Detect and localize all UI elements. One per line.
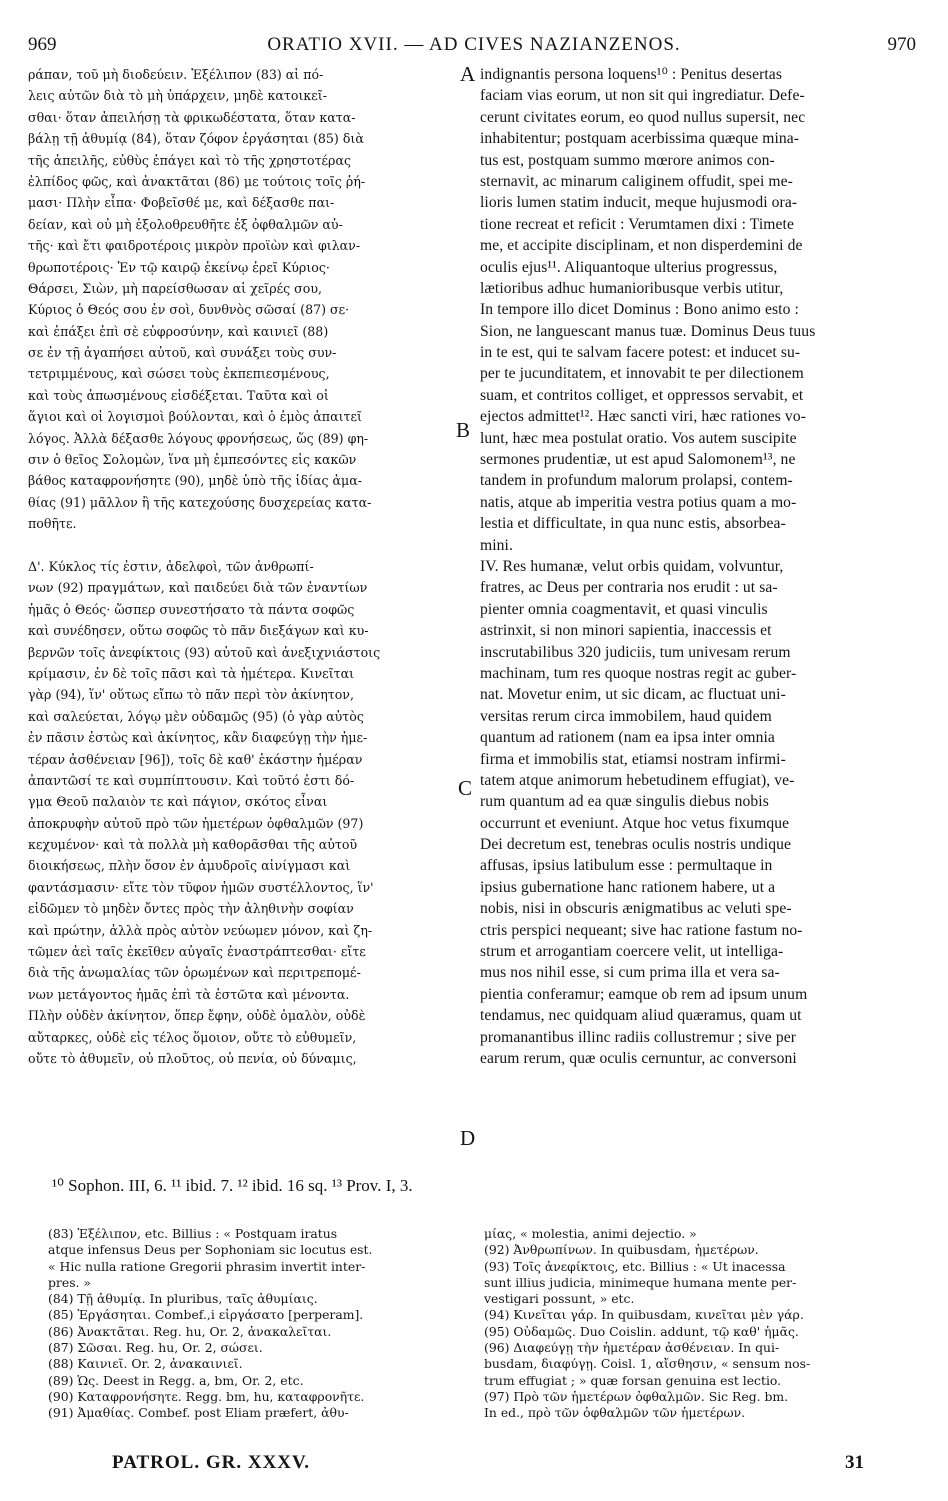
greek-text-line: λόγος. Ἀλλὰ δέξασθε λόγους φρονήσεως, ὥς (89) φη-	[28, 430, 369, 446]
latin-text-line: per te jucunditatem, et innovabit te per dilectionem	[480, 365, 804, 383]
critical-note-line: (94) Κινεῖται γάρ. In quibusdam, κινεῖται μὲν γάρ.	[484, 1307, 804, 1323]
latin-text-line: astrinxit, si non minori sapientia, inaccessis et	[480, 622, 772, 640]
section-marker-c: C	[458, 776, 473, 800]
latin-text-line: nat. Movetur enim, ut sic dicam, ac fluctuat uni-	[480, 686, 786, 704]
latin-text-line: mus nos nihil esse, si cum prima illa et vera sa-	[480, 964, 780, 982]
critical-note-line: vestigari possunt, » etc.	[484, 1291, 635, 1307]
greek-text-line: καὶ συνέδησεν, οὕτω σοφῶς τὸ πᾶν διεξάγων καὶ κυ-	[28, 623, 369, 639]
volume-signature: PATROL. GR. XXXV.	[112, 1452, 311, 1473]
greek-text-line: βάλῃ τῇ ἀθυμίᾳ (84), ὅταν ζόφον ἐργάσηται (85) διὰ	[28, 131, 364, 147]
running-title: ORATIO XVII. — AD CIVES NAZIANZENOS.	[267, 34, 681, 55]
critical-note-line: (84) Τῇ ἀθυμίᾳ. In pluribus, ταῖς ἀθυμίαις.	[48, 1291, 318, 1307]
latin-text-line: mini.	[480, 536, 513, 554]
latin-text-line: nobis, nisi in obscuris ænigmatibus ac veluti spe-	[480, 900, 792, 918]
latin-text-line: lunt, hæc mea postulat oratio. Vos autem suscipite	[480, 429, 797, 447]
latin-text-line: rum quantum ad ea quæ singulis diebus nobis	[480, 793, 769, 811]
critical-note-line: pres. »	[48, 1274, 92, 1290]
greek-text-line: μασι· Πλὴν εἶπα· Φοβεῖσθέ με, καὶ δέξασθε παι-	[28, 195, 335, 211]
latin-text-line: IV. Res humanæ, velut orbis quidam, volvuntur,	[480, 557, 784, 575]
latin-text-line: earum rerum, quæ oculis cernuntur, ac conversoni	[480, 1049, 797, 1067]
latin-text-line: tatem atque animorum hebetudinem effugiat), ve-	[480, 771, 795, 789]
latin-text-line: natis, atque ab imperitia vestra potius quam a mo-	[480, 493, 797, 511]
latin-text-line: firma et immobilis stat, etiamsi nostram infirmi-	[480, 750, 786, 768]
critical-note-line: (95) Οὐδαμῶς. Duo Coislin. addunt, τῷ καθ' ἡμᾶς.	[484, 1323, 799, 1339]
latin-text-line: fratres, ac Deus per contraria nos erudit : ut sa-	[480, 579, 778, 597]
latin-text-line: versitas rerum circa immobilem, haud quidem	[480, 707, 772, 725]
latin-text-line: promanantibus illinc radiis collustremur ; sive per	[480, 1028, 797, 1046]
greek-text-line: γὰρ (94), ἵν' οὕτως εἴπω τὸ πᾶν περὶ τὸν ἀκίνητον,	[28, 687, 354, 703]
latin-text-line: tendamus, nec quidquam aliud quæramus, quam ut	[480, 1007, 802, 1025]
greek-text-line: φαντάσμασιν· εἴτε τὸν τῦφον ἡμῶν συστέλλοντος, ἵν'	[28, 879, 374, 895]
critical-note-line: (90) Καταφρονήσητε. Regg. bm, hu, καταφρονῆτε.	[48, 1388, 365, 1404]
latin-text-line: oculis ejus¹¹. Aliquantoque ulterius progressus,	[480, 258, 778, 276]
greek-text-line: νων (92) πραγμάτων, καὶ παιδεύει διὰ τῶν ἐναντίων	[28, 580, 368, 596]
latin-text-line: quantum ad rationem (nam ea ipsa inter omnia	[480, 729, 775, 747]
page-number-right: 970	[887, 34, 916, 55]
latin-text-line: tandem in profundum malorum prolapsi, contem-	[480, 472, 793, 490]
latin-text-line: cerunt civitates eorum, eo quod nullus supersit, nec	[480, 108, 806, 126]
greek-text-column	[28, 64, 471, 1069]
greek-text-line: ράπαν, τοῦ μὴ διοδεύειν. Ἐξέλιπον (83) αἱ πό-	[28, 67, 324, 82]
latin-text-line: affusas, ipsius latibulum esse : permultaque in	[480, 857, 773, 875]
latin-text-line: Sion, ne languescant manus tuæ. Dominus Deus tuus	[480, 322, 816, 340]
greek-text-line: ἐν πᾶσιν ἑστὼς καὶ ἀκίνητος, κἂν διαφεύγῃ τὴν ἡμε-	[28, 730, 368, 746]
greek-text-line	[28, 535, 468, 556]
latin-text-line: ctris perspici nequeant; sive hac ratione fastum no-	[480, 921, 803, 939]
greek-text-line: καὶ τοὺς ἀπωσμένους εἰσδέξεται. Ταῦτα καὶ οἱ	[28, 387, 329, 403]
critical-note-line: trum effugiat ; » quæ forsan genuina est lectio.	[484, 1372, 782, 1388]
latin-text-line: lioris lumen statim inducit, meque hujusmodi ora-	[480, 194, 798, 212]
greek-text-line: τῶμεν ἀεὶ ταῖς ἐκεῖθεν αὐγαῖς ἐναστράπτεσθαι· εἴτε	[28, 944, 366, 960]
greek-text-line: εἰδῶμεν τὸ μηδὲν ὄντες πρὸς τὴν ἀληθινὴν σοφίαν	[28, 901, 354, 917]
greek-text-line: τέραν ἀσθένειαν [96]), τοῖς δὲ καθ' ἑκάστην ἡμέραν	[28, 751, 363, 767]
greek-text-line: τῆς ἀπειλῆς, εὐθὺς ἐπάγει καὶ τὸ τῆς χρηστοτέρας	[28, 152, 352, 168]
critical-note-line: (96) Διαφεύγῃ τὴν ἡμετέραν ἀσθένειαν. In qui-	[484, 1340, 780, 1356]
latin-text-line: me, et accipite disciplinam, et non disperdemini de	[480, 237, 803, 255]
greek-text-line: ἅγιοι καὶ οἱ λογισμοὶ βούλονται, καὶ ὁ ἐμὸς ἀπαιτεῖ	[28, 409, 362, 425]
page-number-left: 969	[28, 34, 57, 55]
latin-text-line: machinam, tum res quoque nostras regit ac guber-	[480, 664, 797, 682]
greek-text-line: σιν ὁ θεῖος Σολομὼν, ἵνα μὴ ἐμπεσόντες εἰς κακῶν	[28, 452, 357, 468]
greek-text-line: Πλὴν οὐδὲν ἀκίνητον, ὅπερ ἔφην, οὐδὲ ὁμαλὸν, οὐδὲ	[28, 1008, 366, 1024]
critical-note-line: (86) Ἀνακτᾶται. Reg. hu, Or. 2, ἀνακαλεῖται.	[48, 1323, 332, 1339]
greek-text-line: καὶ σαλεύεται, λόγῳ μὲν οὐδαμῶς (95) (ὁ γὰρ αὐτὸς	[28, 708, 364, 724]
greek-text-line: διὰ τῆς ἀνωμαλίας τῶν ὁρωμένων καὶ περιτρεπομέ-	[28, 965, 361, 981]
latin-text-line: ejectos admittet¹². Hæc sancti viri, hæc rationes vo-	[480, 408, 807, 426]
latin-text-line: tione recreat et reficit : Verumtamen dixi : Timete	[480, 215, 794, 233]
greek-text-line: Δ'. Κύκλος τίς ἐστιν, ἀδελφοὶ, τῶν ἀνθρωπί-	[28, 558, 314, 574]
greek-text-line: οὔτε τὸ ἀθυμεῖν, οὐ πλοῦτος, οὐ πενία, οὐ δύναμις,	[28, 1050, 357, 1066]
greek-text-line: ἀποκρυφὴν αὐτοῦ πρὸ τῶν ἡμετέρων ὀφθαλμῶν (97)	[28, 815, 364, 831]
page-header	[0, 34, 948, 58]
greek-text-line: Θάρσει, Σιὼν, μὴ παρείσθωσαν αἱ χεῖρές σου,	[28, 280, 323, 296]
latin-text-line: faciam vias eorum, ut non sit qui ingrediatur. Defe-	[480, 87, 805, 105]
greek-text-line: σε ἐν τῇ ἀγαπήσει αὐτοῦ, καὶ συνάξει τοὺς συν-	[28, 345, 337, 361]
greek-text-line: καὶ ἐπάξει ἐπὶ σὲ εὐφροσύνην, καὶ καινιεῖ (88)	[28, 323, 329, 339]
latin-text-line: occurrunt et eveniunt. Atque hoc vetus fixumque	[480, 814, 790, 832]
latin-text-line: ipsius gubernatione hanc rationem habere, ut a	[480, 878, 776, 896]
latin-text-line: sternavit, ac minarum caliginem offudit, spei me-	[480, 172, 793, 190]
latin-text-line: indignantis persona loquens¹⁰ : Penitus desertas	[480, 66, 783, 83]
scripture-references: ¹⁰ Sophon. III, 6. ¹¹ ibid. 7. ¹² ibid. 16 sq. ¹³ Prov. I, 3.	[52, 1176, 413, 1195]
critical-notes-left	[48, 1226, 468, 1422]
greek-text-line: ἡμᾶς ὁ Θεός· ὥσπερ συνεστήσατο τὰ πάντα σοφῶς	[28, 601, 355, 617]
greek-text-line: τῆς· καὶ ἔτι φαιδροτέροις μικρὸν προϊὼν καὶ φιλαν-	[28, 238, 361, 254]
critical-note-line: atque infensus Deus per Sophoniam sic locutus est.	[48, 1242, 373, 1258]
critical-note-line: sunt illius judicia, minimeque humana mente per-	[484, 1274, 797, 1290]
greek-text-line: λεις αὐτῶν διὰ τὸ μὴ ὑπάρχειν, μηδὲ κατοικεῖ-	[28, 88, 327, 104]
greek-text-line: Κύριος ὁ Θεός σου ἐν σοὶ, δυνθνὸς σῶσαί (87) σε·	[28, 302, 350, 318]
greek-text-line: κρίμασιν, ἐν δὲ τοῖς πᾶσι καὶ τὰ ἡμέτερα. Κινεῖται	[28, 665, 355, 681]
critical-note-line: (91) Ἀμαθίας. Combef. post Eliam præfert, ἀθυ-	[48, 1405, 349, 1421]
greek-text-line: βερνῶν τοῖς ἀνεφίκτοις (93) αὐτοῦ καὶ ἀνεξιχνιάστοις	[28, 644, 381, 660]
greek-text-line: ἐλπίδος φῶς, καὶ ἀνακτᾶται (86) με τούτοις τοῖς ῥή-	[28, 173, 366, 189]
greek-text-line: ποθῆτε.	[28, 516, 77, 532]
latin-text-line: inscrutabilibus 320 judiciis, tum univesam rerum	[480, 643, 791, 661]
latin-text-line: suam, et contritos colliget, et oppressos servabit, et	[480, 386, 804, 404]
latin-text-line: strum et arrogantiam coercere velit, ut intelliga-	[480, 943, 784, 961]
greek-text-line: βάθος καταφρονήσητε (90), μηδὲ ὑπὸ τῆς ἰδίας ἀμα-	[28, 473, 362, 489]
latin-text-line: In tempore illo dicet Dominus : Bono animo esto :	[480, 301, 799, 319]
section-marker-b: B	[456, 418, 471, 442]
critical-notes-right	[484, 1226, 924, 1422]
greek-text-line: διοικήσεως, πλὴν ὅσον ἐν ἀμυδροῖς αἰνίγμασι καὶ	[28, 858, 351, 874]
critical-note-line: busdam, διαφύγῃ. Coisl. 1, αἴσθησιν, « sensum nos-	[484, 1356, 811, 1372]
critical-note-line: μίας, « molestia, animi dejectio. »	[484, 1226, 697, 1241]
critical-note-line: (85) Ἐργάσηται. Combef.,i εἰργάσατο [perperam].	[48, 1307, 364, 1323]
critical-note-line: (89) Ὡς. Deest in Regg. a, bm, Or. 2, etc.	[48, 1372, 304, 1388]
latin-text-line: pienter omnia coagmentavit, et quasi vinculis	[480, 600, 768, 618]
greek-text-line: δείαν, καὶ οὐ μὴ ἐξολοθρευθῆτε ἐξ ὀφθαλμῶν αὐ-	[28, 216, 343, 232]
greek-text-line: θρωποτέροις· Ἐν τῷ καιρῷ ἐκείνῳ ἐρεῖ Κύριος·	[28, 259, 330, 275]
greek-text-line: αὔταρκες, οὐδὲ εἰς τέλος ὅμοιον, οὔτε τὸ εὐθυμεῖν,	[28, 1029, 357, 1045]
critical-note-line: (88) Καινιεῖ. Or. 2, ἀνακαινιεῖ.	[48, 1356, 243, 1372]
critical-note-line: (92) Ἀνθρωπίνων. In quibusdam, ἡμετέρων.	[484, 1242, 759, 1258]
greek-text-line: τετριμμένους, καὶ σώσει τοὺς ἐκπεπιεσμένους,	[28, 366, 330, 382]
latin-text-line: Dei decretum est, tenebras oculis nostris undique	[480, 836, 792, 854]
greek-text-line: νων μετάγοντος ἡμᾶς ἐπὶ τὰ ἑστῶτα καὶ μένοντα.	[28, 986, 350, 1002]
page-footer	[0, 1452, 948, 1478]
latin-text-line: tus est, postquam summo mœrore animos con-	[480, 151, 775, 169]
critical-note-line: In ed., πρὸ τῶν ὀφθαλμῶν τῶν ἡμετέρων.	[484, 1405, 746, 1421]
greek-text-line: ἀπαντῶσί τε καὶ συμπίπτουσιν. Καὶ τοῦτό ἐστι δό-	[28, 772, 355, 788]
critical-note-line: (97) Πρὸ τῶν ἡμετέρων ὀφθαλμῶν. Sic Reg. bm.	[484, 1388, 789, 1404]
greek-text-line: κεχυμένον· καὶ τὰ πολλὰ μὴ καθορᾶσθαι τῆς αὐτοῦ	[28, 837, 358, 853]
section-marker-a: A	[460, 62, 476, 86]
critical-note-line: (87) Σῶσαι. Reg. hu, Or. 2, σώσει.	[48, 1340, 263, 1356]
signature-number: 31	[845, 1452, 864, 1473]
greek-text-line: γμα Θεοῦ παλαιὸν τε καὶ πάγιον, σκότος εἶναι	[28, 794, 328, 810]
latin-text-line: lestia et difficultate, in qua nunc estis, absorbea-	[480, 515, 786, 533]
greek-text-line: θίας (91) μᾶλλον ἢ τῆς κατεχούσης δυσχερείας κατα-	[28, 494, 372, 510]
critical-note-line: « Hic nulla ratione Gregorii phrasim invertit inter-	[48, 1258, 366, 1274]
greek-text-line: καὶ πρώτην, ἀλλὰ πρὸς αὐτὸν νεύωμεν μόνον, καὶ ζη-	[28, 922, 373, 938]
latin-text-line: pientia conferamur; eamque ob rem ad ipsum unum	[480, 985, 808, 1003]
latin-text-column	[480, 64, 922, 1069]
latin-text-line: lætioribus adhuc humanioribusque verbis utitur,	[480, 279, 784, 297]
latin-text-line: sermones prudentiæ, ut est apud Salomonem¹³, ne	[480, 451, 796, 469]
latin-text-line: inhabitentur; postquam acerbissima quæque mina-	[480, 130, 800, 148]
section-marker-d: D	[460, 1126, 476, 1150]
latin-text-line: in te est, qui te salvam facere potest: et inducet su-	[480, 344, 801, 362]
critical-note-line: (93) Τοῖς ἀνεφίκτοις, etc. Billius : « Ut inacessa	[484, 1258, 786, 1274]
critical-note-line: (83) Ἐξέλιπον, etc. Billius : « Postquam iratus	[48, 1226, 338, 1241]
greek-text-line: σθαι· ὅταν ἀπειλήσῃ τὰ φρικωδέστατα, ὅταν κατα-	[28, 109, 356, 125]
